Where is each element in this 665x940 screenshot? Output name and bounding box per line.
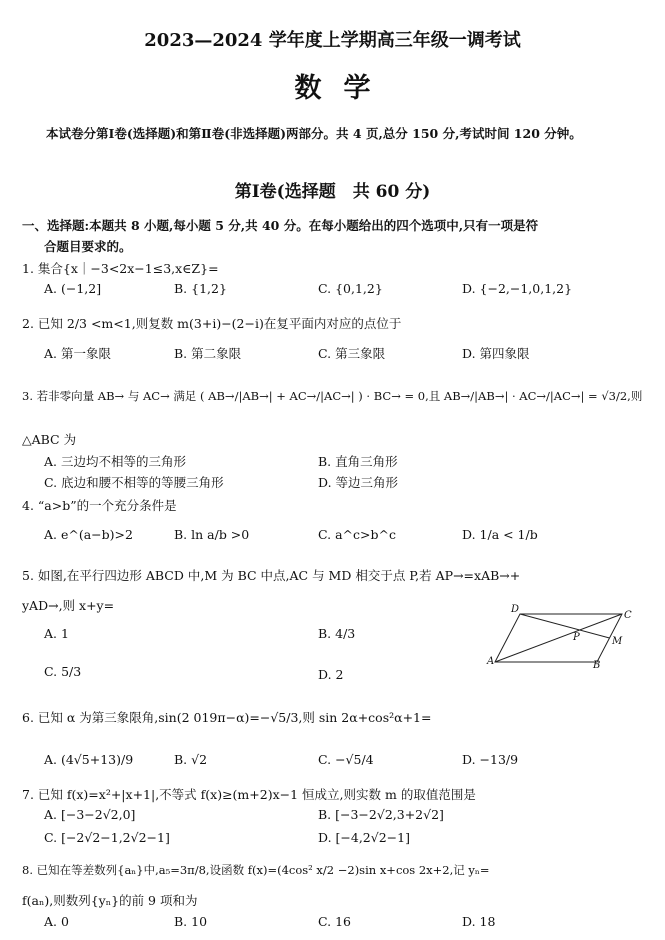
label-p: P bbox=[573, 632, 580, 643]
question-5-stem: 5. 如图,在平行四边形 ABCD 中,M 为 BC 中点,AC 与 MD 相交于点 P,若 AP→=xAB→+ bbox=[22, 568, 521, 583]
question-3-option-c: C. 底边和腰不相等的等腰三角形 bbox=[44, 475, 224, 490]
question-3-option-a: A. 三边均不相等的三角形 bbox=[44, 454, 186, 469]
question-4-option-c: C. a^c>b^c bbox=[318, 527, 396, 542]
label-d: D bbox=[511, 604, 520, 615]
section-heading-line1: 一、选择题:本题共 8 小题,每小题 5 分,共 40 分。在每小题给出的四个选项中,只有一项是符 bbox=[22, 218, 539, 233]
question-5-stem-continued: yAD→,则 x+y= bbox=[22, 598, 115, 613]
label-a: A bbox=[487, 656, 495, 667]
question-3-stem: 3. 若非零向量 AB→ 与 AC→ 满足 ( AB→/|AB→| + AC→/|AC→| ) · BC→ = 0,且 AB→/|AB→| · AC→/|AC→| = √3/2,则 bbox=[22, 389, 643, 403]
question-1-option-c: C. {0,1,2} bbox=[318, 281, 383, 296]
label-m: M bbox=[612, 636, 623, 647]
question-2-option-b: B. 第二象限 bbox=[174, 346, 242, 361]
section-heading bbox=[22, 215, 642, 257]
question-7-option-d: D. [−4,2√2−1] bbox=[318, 830, 410, 845]
question-8-option-b: B. 10 bbox=[174, 914, 208, 929]
part-title: 第Ⅰ卷(选择题 共 60 分) bbox=[234, 182, 431, 202]
question-2-option-d: D. 第四象限 bbox=[462, 346, 530, 361]
question-8-stem: 8. 已知在等差数列{aₙ}中,a₅=3π/8,设函数 f(x)=(4cos² x/2 −2)sin x+cos 2x+2,记 yₙ= bbox=[22, 863, 490, 877]
question-5-option-d: D. 2 bbox=[318, 667, 344, 682]
question-2-option-c: C. 第三象限 bbox=[318, 346, 386, 361]
question-4-option-a: A. e^(a−b)>2 bbox=[44, 527, 133, 542]
question-3-stem-continued: △ABC 为 bbox=[22, 432, 77, 447]
question-5-option-b: B. 4/3 bbox=[318, 626, 356, 641]
question-4-option-b: B. ln a/b >0 bbox=[174, 527, 250, 542]
question-8-stem-continued: f(aₙ),则数列{yₙ}的前 9 项和为 bbox=[22, 893, 198, 908]
question-4-stem: 4. “a>b”的一个充分条件是 bbox=[22, 498, 177, 513]
question-8-option-c: C. 16 bbox=[318, 914, 351, 929]
subject-title: 数学 bbox=[294, 73, 393, 104]
question-2-option-a: A. 第一象限 bbox=[44, 346, 111, 361]
question-2-stem: 2. 已知 2/3 <m<1,则复数 m(3+i)−(2−i)在复平面内对应的点位于 bbox=[22, 316, 402, 331]
question-1-stem: 1. 集合{x｜−3<2x−1≤3,x∈Z}= bbox=[22, 261, 219, 276]
question-6-option-c: C. −√5/4 bbox=[318, 752, 374, 767]
question-5-option-a: A. 1 bbox=[44, 626, 69, 641]
question-7-option-a: A. [−3−2√2,0] bbox=[44, 807, 136, 822]
exam-instructions: 本试卷分第Ⅰ卷(选择题)和第Ⅱ卷(非选择题)两部分。共 4 页,总分 150 分,考试时间 120 分钟。 bbox=[46, 126, 582, 141]
question-7-option-c: C. [−2√2−1,2√2−1] bbox=[44, 830, 170, 845]
question-1-option-d: D. {−2,−1,0,1,2} bbox=[462, 281, 573, 296]
question-7-option-b: B. [−3−2√2,3+2√2] bbox=[318, 807, 444, 822]
label-c: C bbox=[624, 610, 632, 621]
question-5-option-c: C. 5/3 bbox=[44, 664, 82, 679]
parallelogram-figure bbox=[485, 604, 635, 668]
question-8-option-d: D. 18 bbox=[462, 914, 496, 929]
section-heading-line2: 合题目要求的。 bbox=[44, 239, 132, 254]
question-1-option-a: A. (−1,2] bbox=[44, 281, 102, 296]
diagonal-ac bbox=[495, 614, 622, 662]
exam-title: 2023—2024 学年度上学期高三年级一调考试 bbox=[144, 30, 521, 51]
question-6-option-a: A. (4√5+13)/9 bbox=[44, 752, 134, 767]
question-6-option-b: B. √2 bbox=[174, 752, 208, 767]
question-8-option-a: A. 0 bbox=[44, 914, 69, 929]
question-6-option-d: D. −13/9 bbox=[462, 752, 519, 767]
question-7-stem: 7. 已知 f(x)=x²+|x+1|,不等式 f(x)≥(m+2)x−1 恒成立,则实数 m 的取值范围是 bbox=[22, 787, 476, 802]
question-1-option-b: B. {1,2} bbox=[174, 281, 227, 296]
segment-md bbox=[520, 614, 610, 638]
label-b: B bbox=[593, 660, 601, 668]
question-6-stem: 6. 已知 α 为第三象限角,sin(2 019π−α)=−√5/3,则 sin 2α+cos²α+1= bbox=[22, 710, 432, 725]
question-4-option-d: D. 1/a < 1/b bbox=[462, 527, 538, 542]
question-3-option-b: B. 直角三角形 bbox=[318, 454, 398, 469]
question-3-option-d: D. 等边三角形 bbox=[318, 475, 399, 490]
